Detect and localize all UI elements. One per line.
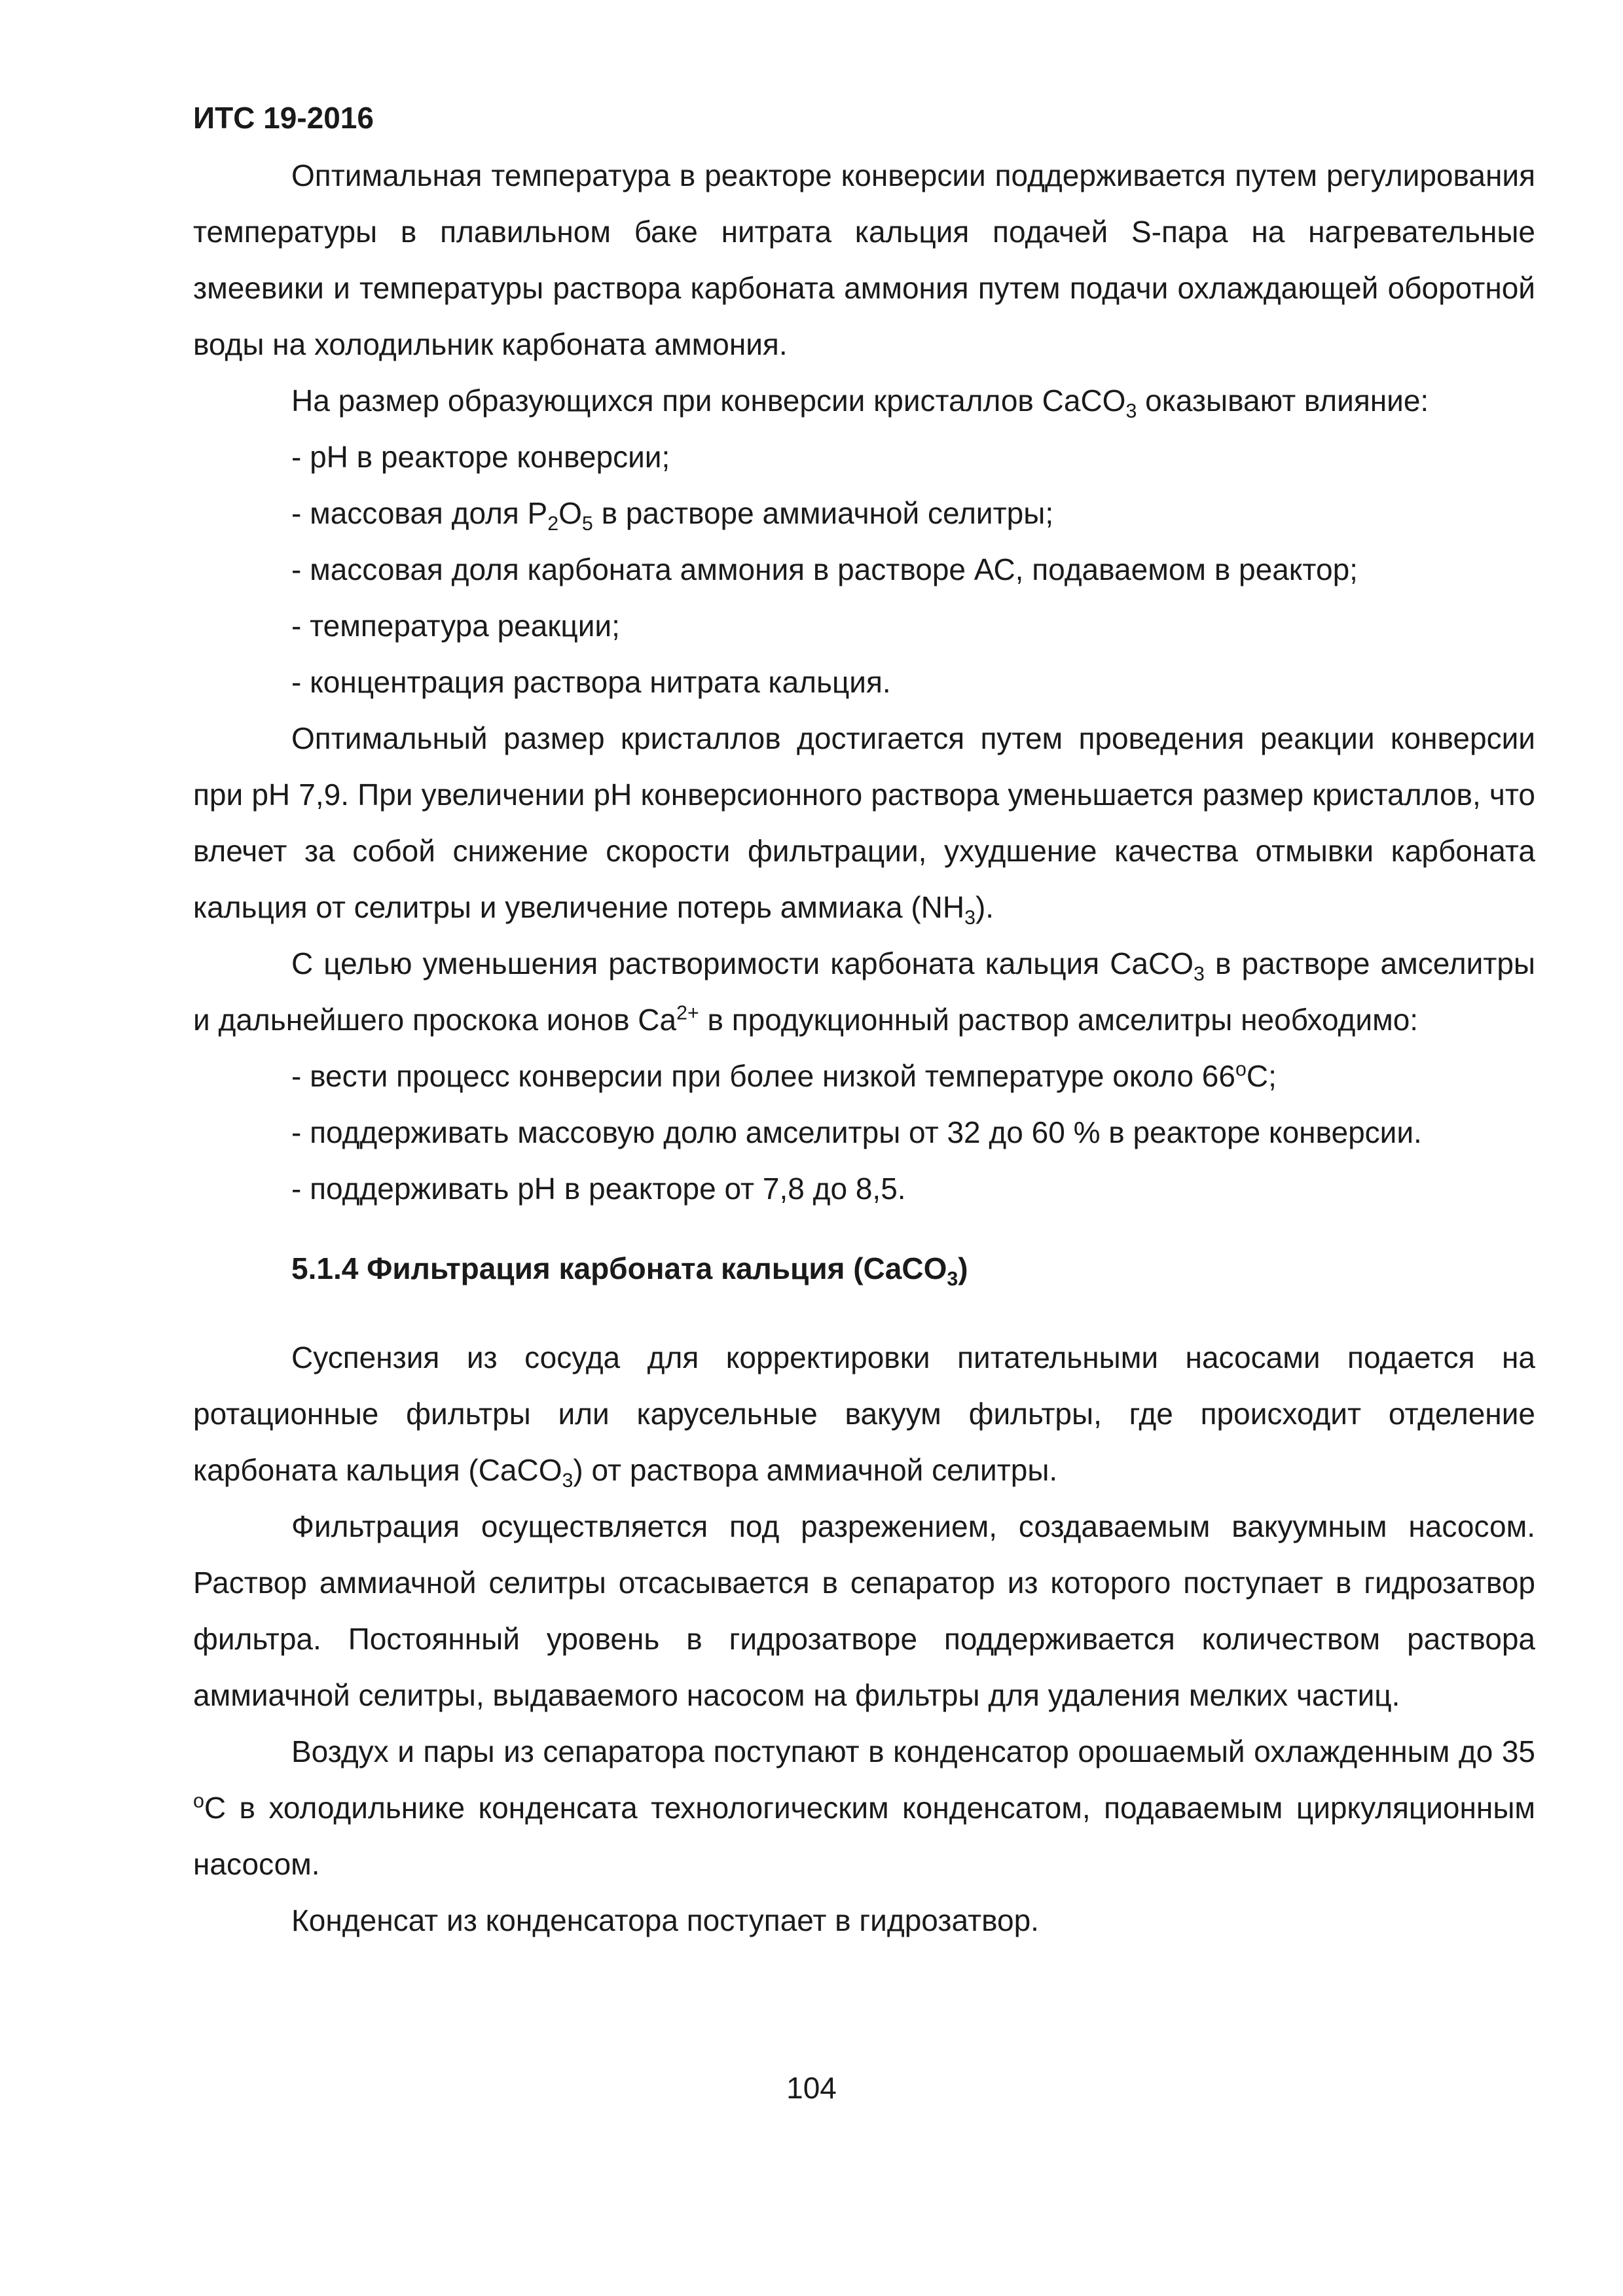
list-item: - вести процесс конверсии при более низкой температуре около $66^оC$;	[291, 1058, 1277, 1093]
list-item: - массовая доля $P_2O_5$ в растворе аммиачной селитры;	[291, 496, 1054, 535]
paragraph: На размер образующихся при конверсии кристаллов CaCO$_3$ оказывают влияние:	[291, 384, 1429, 423]
list-item: - поддерживать массовую долю амселитры от 32 до 60 % в реакторе конверсии.	[291, 1115, 1422, 1149]
paragraph: Воздух и пары из сепаратора поступают в конденсатор орошаемый охлажденным до 35 $^о$С в холодильнике конденсата технологическим конденсатом, подаваемым циркуляционным насосом.	[193, 1734, 1535, 1881]
list-item: - концентрация раствора нитрата кальция.	[291, 665, 891, 699]
list-item: - температура реакции;	[291, 609, 620, 643]
paragraph: Оптимальная температура в реакторе конверсии поддерживается путем регулирования температуры в плавильном баке нитрата кальция подачей S-пара на нагревательные змеевики и температуры раствора карбоната аммония путем подачи охлаждающей оборотной воды на холодильник карбоната аммония.	[193, 158, 1535, 361]
section-heading: 5.1.4 Фильтрация карбоната кальция (CaCO$_3$)	[291, 1251, 968, 1291]
document-header: ИТС 19-2016	[193, 101, 374, 135]
document-body	[193, 147, 1535, 1948]
page-number: 104	[786, 2071, 837, 2105]
list-item: - поддерживать pH в реакторе от 7,8 до 8,5.	[291, 1172, 906, 1206]
list-item: - pH в реакторе конверсии;	[291, 440, 670, 474]
paragraph: С целью уменьшения растворимости карбоната кальция CaCO$_3$ в растворе амселитры и дальнейшего проскока ионов $Ca^{2+}$ в продукционный раствор амселитры необходимо:	[193, 946, 1535, 1037]
paragraph: Конденсат из конденсатора поступает в гидрозатвор.	[291, 1903, 1039, 1937]
paragraph: Фильтрация осуществляется под разрежением, создаваемым вакуумным насосом. Раствор аммиачной селитры отсасывается в сепаратор из которого поступает в гидрозатвор фильтра. Постоянный уровень в гидрозатворе поддерживается количеством раствора аммиачной селитры, выдаваемого насосом на фильтры для удаления мелких частиц.	[193, 1509, 1535, 1712]
paragraph: Оптимальный размер кристаллов достигается путем проведения реакции конверсии при pH 7,9. При увеличении pH конверсионного раствора уменьшается размер кристаллов, что влечет за собой снижение скорости фильтрации, ухудшение качества отмывки карбоната кальция от селитры и увеличение потерь аммиака $(NH_3)$.	[193, 721, 1535, 929]
list-item: - массовая доля карбоната аммония в растворе АС, подаваемом в реактор;	[291, 552, 1358, 586]
paragraph: Суспензия из сосуда для корректировки питательными насосами подается на ротационные фильтры или карусельные вакуум фильтры, где происходит отделение карбоната кальция (CaCO$_3$) от раствора аммиачной селитры.	[193, 1340, 1535, 1492]
